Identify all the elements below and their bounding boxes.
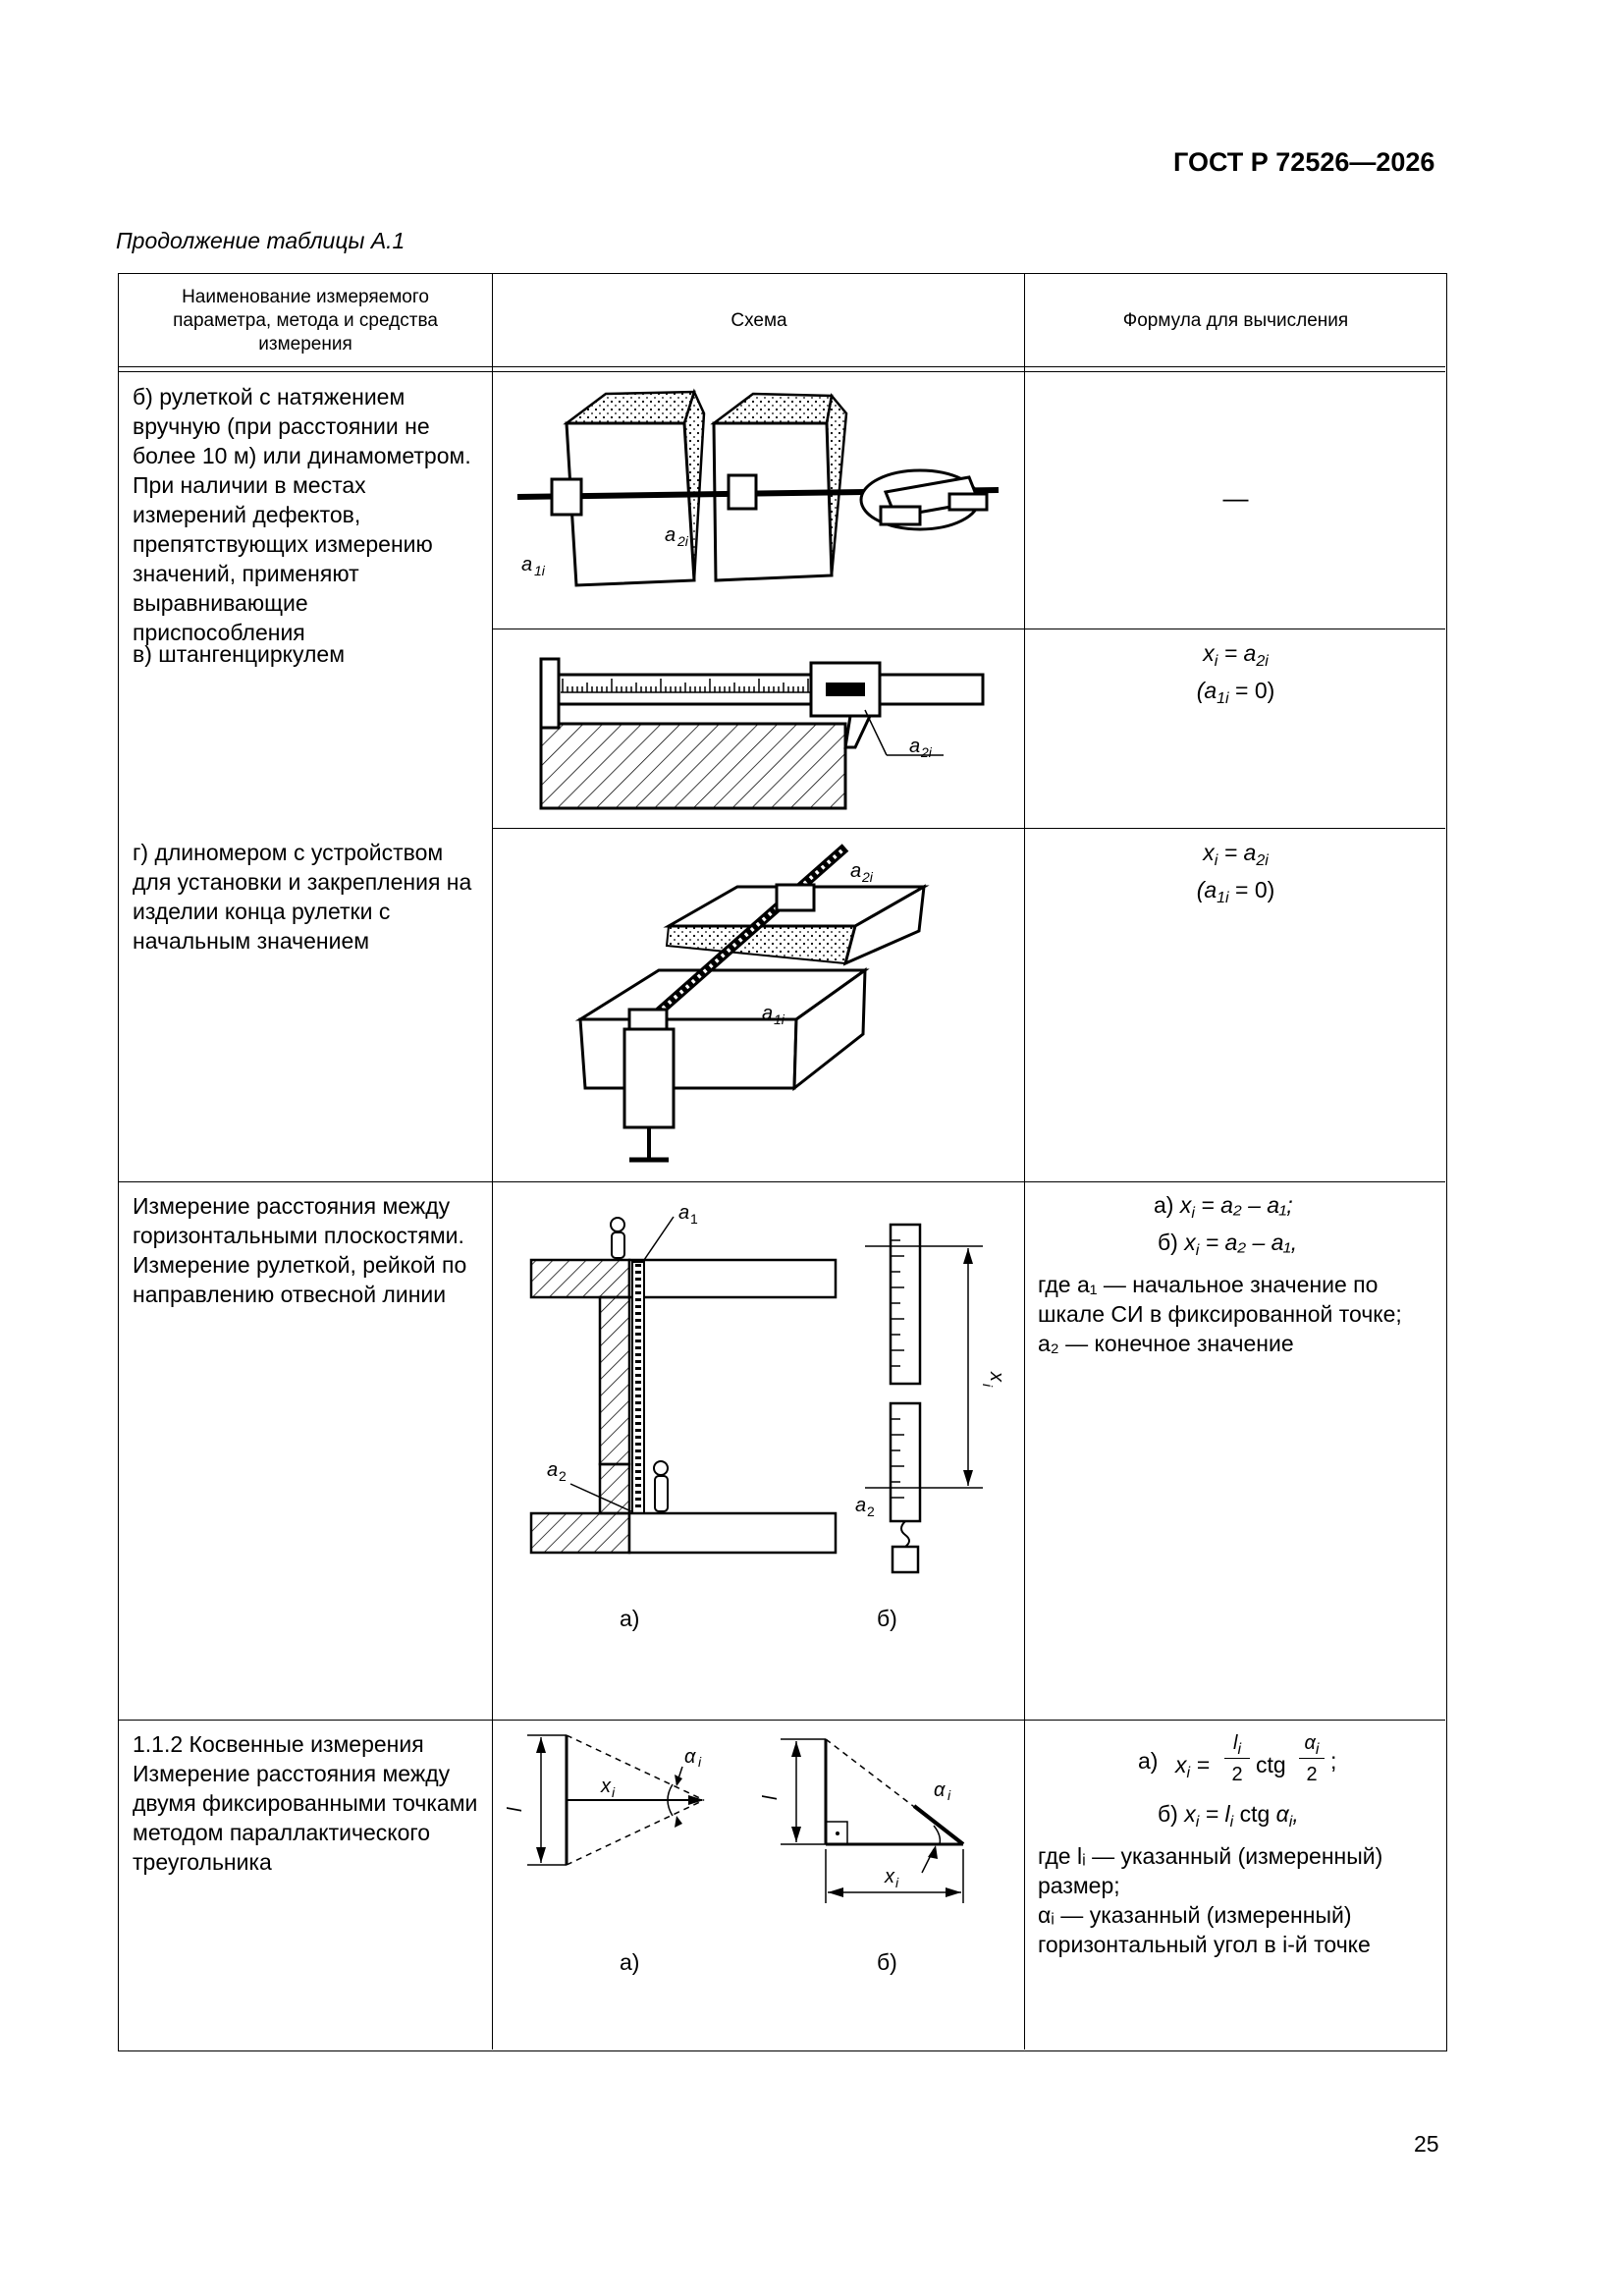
row-vertical-formula: а) $x_i = a_2 - a_1$; б) $x_i = a_2 - a_1$, где a₁ — начальное значение по шкале СИ в фиксированной точке; a₂ — конечное значение [1038,1192,1402,1356]
svg-text:2i: 2i [677,533,688,549]
svg-text:a: a [762,1003,774,1024]
svg-text:i: i [980,1384,996,1388]
svg-text:i: i [947,1787,951,1803]
document-number: ГОСТ Р 72526—2026 [1173,147,1435,177]
caliper-scheme [531,639,1002,816]
row-parallactic-formula: а) $x_i$ = $l_i$ 2 ctg $\alpha_i$ 2 ; б) $x_i = l_i$ ctg $\alpha_i$, где lᵢ — указанный (измеренный) размер; αᵢ — указанный (измеренный) горизонтальный угол в i-й точке [1038,1732,1383,1957]
svg-text:a: a [909,736,921,757]
svg-text:i: i [612,1784,616,1800]
parallactic-caption-a: а) [620,1949,640,1975]
svg-text:α: α [684,1746,696,1768]
row-parallactic-text: 1.1.2 Косвенные измерения Измерение расстояния между двумя фиксированными точками методом параллактического треугольника [133,1731,478,1875]
svg-text:a: a [665,524,676,546]
vertical-distance-scheme-b [855,1215,1022,1578]
svg-text:a: a [850,860,862,882]
svg-text:x: x [601,1776,611,1797]
svg-text:i: i [698,1754,702,1770]
svg-text:l: l [760,1795,782,1800]
row-vertical-text: Измерение расстояния между горизонтальными плоскостями. Измерение рулеткой, рейкой по направлению отвесной линии [133,1193,467,1307]
header-parameter: Наименование измеряемого параметра, метода и средства измерения [173,287,438,355]
svg-text:2i: 2i [862,869,873,885]
row-lengthmeter-text: г) длиномером с устройством для установки и закрепления на изделии конца рулетки с начальным значением [133,840,472,954]
lengthmeter-scheme [551,847,1002,1172]
table-continuation-caption: Продолжение таблицы А.1 [116,228,406,253]
svg-text:i: i [895,1875,899,1890]
svg-text:a: a [678,1202,690,1224]
svg-text:x: x [986,1372,1007,1382]
svg-text:2i: 2i [921,744,932,760]
header-formula: Формула для вычисления [1122,310,1349,331]
parallactic-scheme-b [760,1731,1022,1928]
row-caliper-text: в) штангенциркулем [133,641,346,667]
svg-text:a: a [855,1495,867,1516]
vertical-caption-a: а) [620,1606,640,1631]
row-tape-manual-text: б) рулеткой с натяжением вручную (при расстоянии не более 10 м) или динамометром. При наличии в местах измерений дефектов, препятствующих измерению значений, применяют выравнивающие приспособления [133,384,471,645]
row-tape-manual-formula: — [1222,483,1249,513]
svg-text:a: a [521,554,533,575]
vertical-caption-b: б) [877,1606,897,1631]
parallactic-scheme-a [505,1727,743,1885]
svg-text:2: 2 [867,1503,875,1519]
tape-tension-scheme [508,384,1018,620]
svg-text:1: 1 [690,1211,698,1227]
svg-text:a: a [547,1459,559,1481]
page-number: 25 [1414,2131,1439,2157]
svg-text:l: l [505,1807,526,1812]
row-caliper-formula: $x_i = a_{2i}$ $(a_{1i} = 0)$ [1196,640,1275,707]
measurement-table [118,273,1447,2051]
parallactic-caption-b: б) [877,1949,897,1975]
svg-text:1i: 1i [534,563,545,578]
header-scheme: Схема [730,310,787,331]
svg-text:x: x [885,1866,894,1887]
svg-text:α: α [934,1779,946,1801]
svg-text:2: 2 [559,1468,567,1484]
vertical-distance-scheme-a [521,1191,845,1584]
svg-text:1i: 1i [774,1011,784,1027]
row-lengthmeter-formula: $x_i = a_{2i}$ $(a_{1i} = 0)$ [1196,840,1275,906]
